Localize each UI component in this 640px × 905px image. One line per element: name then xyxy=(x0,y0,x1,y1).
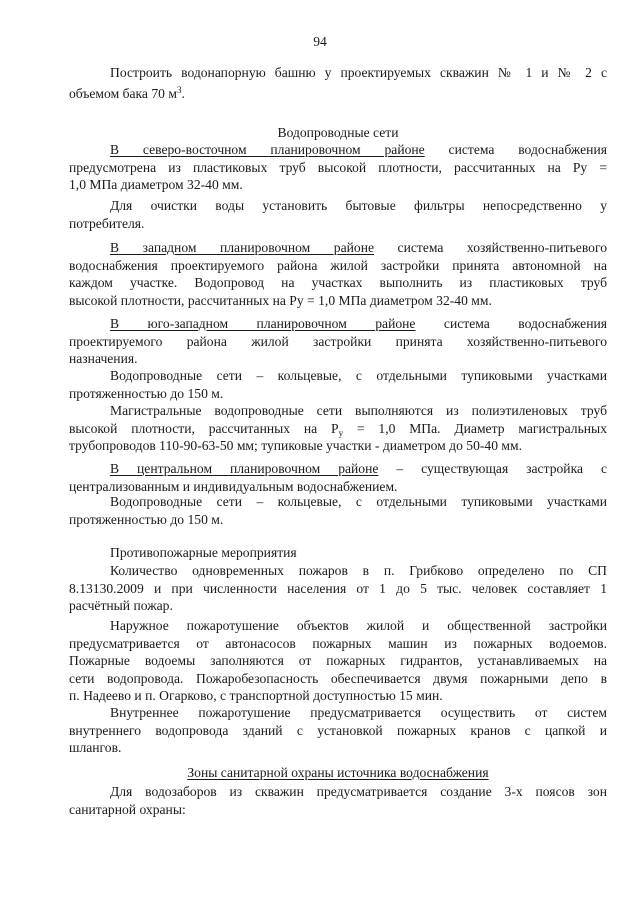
paragraph-filters: Для очистки воды установить бытовые фильтры непосредственно у потребителя. xyxy=(69,198,607,231)
heading-sanitary-zones: Зоны санитарной охраны источника водоснабжения xyxy=(187,765,489,780)
paragraph-southwest-district: В юго-западном планировочном районе система водоснабжения проектируемого района жилой застройки принята хозяйственно-питьевого назначения. xyxy=(69,316,607,367)
paragraph-fire-count: Количество одновременных пожаров в п. Грибково определено по СП 8.13130.2009 и при численности населения от 1 до 5 тыс. человек составляет 1 расчётный пожар. xyxy=(69,563,607,614)
paragraph-indoor-firefighting: Внутреннее пожаротушение предусматривается осуществить от систем внутреннего водопровода зданий с установкой пожарных кранов с цапкой и шлангов. xyxy=(69,705,607,756)
heading-fire-measures: Противопожарные мероприятия xyxy=(110,545,297,560)
paragraph-main-networks: Магистральные водопроводные сети выполняются из полиэтиленовых труб высокой плотности, рассчитанных на $Р_у = 1,0$ МПа. Диаметр магистральных трубопроводов 110-90-63-50 мм; тупиковые участки - диаметром до 50-40 мм. xyxy=(69,403,607,454)
paragraph-sanitary-zones: Для водозаборов из скважин предусматривается создание 3-х поясов зон санитарной охраны: xyxy=(69,784,607,817)
heading-water-networks: Водопроводные сети xyxy=(277,125,399,140)
paragraph-west-district: В западном планировочном районе система хозяйственно-питьевого водоснабжения проектируемого района жилой застройки принята автономной на каждом участке. Водопровод на участках выполнить из пластиковых труб высокой плотности, рассчитанных на Ру = 1,0 МПа диаметром 32-40 мм. xyxy=(69,240,607,308)
paragraph-water-tower: Построить водонапорную башню у проектируемых скважин № 1 и № 2 с объемом бака 70 $м^3$. xyxy=(69,65,607,101)
paragraph-ring-networks: Водопроводные сети – кольцевые, с отдельными тупиковыми участками протяженностью до 150 м. xyxy=(69,368,607,401)
paragraph-central-district: В центральном планировочном районе – существующая застройка с централизованным и индивидуальным водоснабжением. xyxy=(69,461,607,494)
paragraph-ring-networks-2: Водопроводные сети – кольцевые, с отдельными тупиковыми участками протяженностью до 150 м. xyxy=(69,494,607,527)
paragraph-outdoor-firefighting: Наружное пожаротушение объектов жилой и общественной застройки предусматривается от автонасосов пожарных машин из пожарных водоемов. Пожарные водоемы заполняются от пожарных гидрантов, устанавливаемых на сети водопровода. Пожаробезопасность обеспечивается двумя пожарными депо в п. Надеево и п. Огарково, с транспортной доступностью 15 мин. xyxy=(69,618,607,704)
paragraph-northeast-district: В северо-восточном планировочном районе система водоснабжения предусмотрена из пластиковых труб высокой плотности, рассчитанных на Ру = 1,0 МПа диаметром 32-40 мм. xyxy=(69,142,607,193)
page-number: 94 xyxy=(313,34,327,49)
